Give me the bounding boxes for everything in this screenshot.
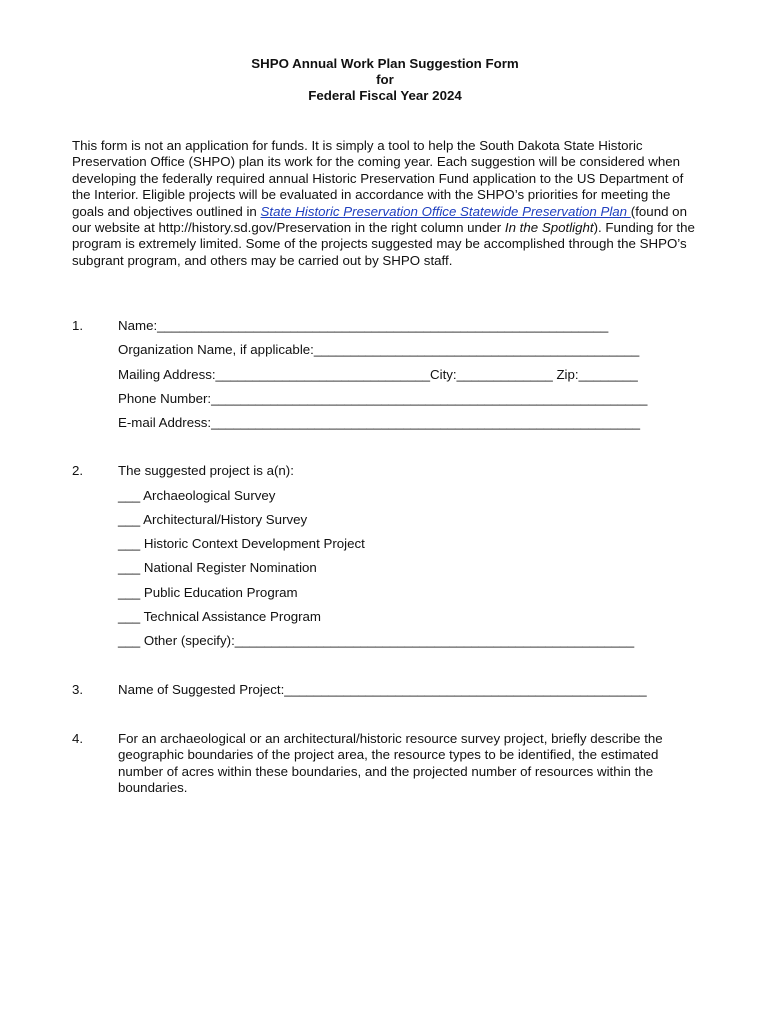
q4-number: 4. (72, 731, 84, 746)
option-technical-assistance[interactable]: ___ Technical Assistance Program (118, 609, 322, 624)
title-line-3: Federal Fiscal Year 2024 (308, 88, 462, 103)
title-line-1: SHPO Annual Work Plan Suggestion Form (251, 56, 519, 71)
q1-number: 1. (72, 318, 84, 333)
intro-paragraph (72, 138, 700, 269)
project-name-field[interactable]: Name of Suggested Project:_________________________________________________ (118, 682, 647, 697)
option-national-register[interactable]: ___ National Register Nomination (118, 560, 317, 575)
option-historic-context[interactable]: ___ Historic Context Development Project (118, 536, 365, 551)
intro-text-2: (found on our website at http://history.sd.gov/Preservation in the right column under (72, 203, 687, 236)
option-archaeological-survey[interactable]: ___ Archaeological Survey (118, 488, 276, 503)
q4-text: For an archaeological or an architectural/historic resource survey project, briefly describe the geographic boundaries of the project area, the resource types to be identified, the estimated number of acres within these boundaries, and the projected number of resources within the boundaries. (118, 731, 663, 796)
q3-number: 3. (72, 682, 84, 697)
intro-text-3: ). Funding for the program is extremely limited. Some of the projects suggested may be accomplished through the SHPO’s subgrant program, and others may be carried out by SHPO staff. (72, 220, 695, 268)
organization-field[interactable]: Organization Name, if applicable:____________________________________________ (118, 342, 640, 357)
option-public-education[interactable]: ___ Public Education Program (118, 585, 298, 600)
statewide-plan-link[interactable]: State Historic Preservation Office Statewide Preservation Plan (260, 203, 631, 219)
form-title (0, 56, 770, 104)
q2-prompt: The suggested project is a(n): (118, 463, 294, 478)
phone-field[interactable]: Phone Number:___________________________________________________________ (118, 391, 648, 406)
intro-text-1: This form is not an application for funds. It is simply a tool to help the South Dakota State Historic Preservation Office (SHPO) plan its work for the coming year. Each suggestion will be considered when developing the federally required annual Historic Preservation Fund application to the US Department of the Interior. Eligible projects will be evaluated in accordance with the SHPO’s priorities for meeting the goals and objectives outlined in (72, 138, 684, 219)
title-line-2: for (376, 72, 394, 87)
intro-italic: In the Spotlight (504, 220, 594, 236)
email-field[interactable]: E-mail Address:__________________________________________________________ (118, 415, 641, 430)
name-field[interactable]: Name:_____________________________________________________________ (118, 318, 609, 333)
option-architectural-survey[interactable]: ___ Architectural/History Survey (118, 512, 308, 527)
q2-number: 2. (72, 463, 84, 478)
mailing-address-field[interactable]: Mailing Address:_____________________________City:_____________ Zip:________ (118, 367, 638, 382)
option-other[interactable]: ___ Other (specify):______________________________________________________ (118, 633, 635, 648)
